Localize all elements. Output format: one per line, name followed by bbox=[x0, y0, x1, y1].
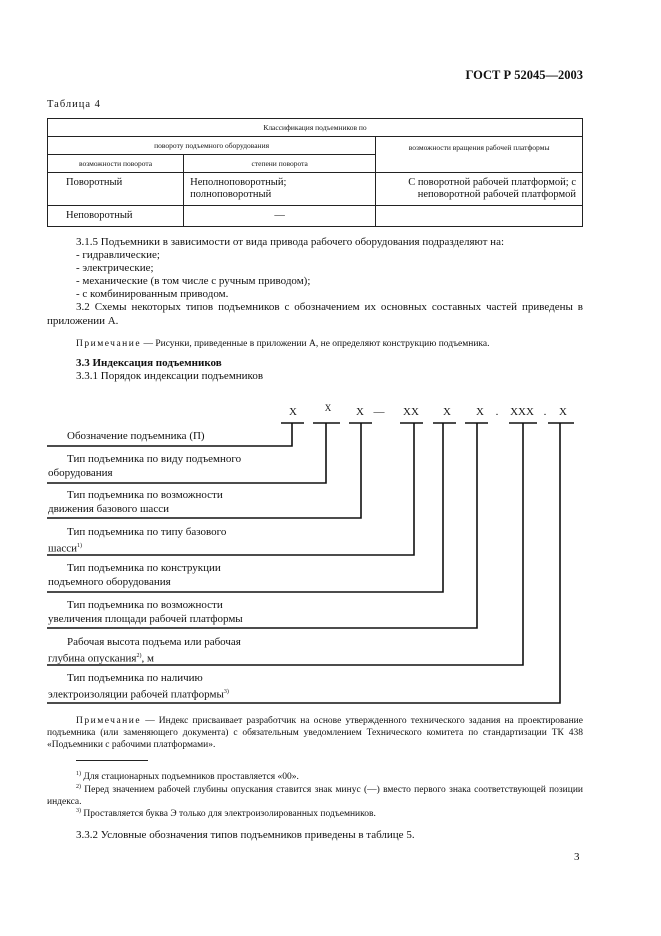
list-item: - гидравлические; bbox=[76, 249, 160, 261]
table-group-header: повороту подъемного оборудования bbox=[48, 137, 376, 155]
index-separator: — bbox=[373, 406, 385, 418]
table-header-rotation-degree: степени поворота bbox=[184, 155, 376, 173]
index-label-chassis-type: Тип подъемника по типу базового шасси$^{1)}$ bbox=[48, 526, 227, 555]
table-header-rotation-platform: возможности вращения рабочей платформы bbox=[376, 137, 583, 173]
section-3-3-1: 3.3.1 Порядок индексации подъемников bbox=[76, 370, 264, 382]
section-3-2: 3.2 Схемы некоторых типов подъемников с обозначением их основных составных частей приведены в приложении А. bbox=[47, 301, 583, 327]
index-segment: Х bbox=[356, 406, 364, 418]
index-label-chassis-movement: Тип подъемника по возможности движения базового шасси bbox=[48, 489, 223, 515]
note-text: — Индекс присваивает разработчик на основе утвержденного технического задания на проектирование подъемника (или заменяющего документа) с обязательным уведомлением Технического комитета по стандартизации ТК 438 «Подъемники с рабочими платформами». bbox=[47, 716, 583, 750]
section-3-3-2: 3.3.2 Условные обозначения типов подъемников приведены в таблице 5. bbox=[76, 829, 415, 841]
index-segment: Х bbox=[559, 406, 567, 418]
index-segment: ХХХ bbox=[510, 406, 534, 418]
index-separator: . bbox=[543, 406, 547, 418]
note-label: Примечание bbox=[76, 339, 142, 349]
list-item: - с комбинированным приводом. bbox=[76, 288, 229, 300]
index-label-insulation: Тип подъемника по наличию электроизоляции рабочей платформы$^{3)}$ bbox=[48, 672, 229, 701]
list-item: - электрические; bbox=[76, 262, 154, 274]
index-segment: Х bbox=[443, 406, 451, 418]
index-separator: . bbox=[495, 406, 499, 418]
section-3-1-5-intro: 3.1.5 Подъемники в зависимости от вида привода рабочего оборудования подразделяют на: bbox=[76, 236, 505, 248]
page-number: 3 bbox=[574, 851, 580, 863]
section-3-3-title: 3.3 Индексация подъемников bbox=[76, 357, 222, 369]
index-segment: ХХ bbox=[403, 406, 419, 418]
list-item: - механические (в том числе с ручным приводом); bbox=[76, 275, 311, 287]
index-label-construction: Тип подъемника по конструкции подъемного оборудования bbox=[48, 562, 221, 588]
table-cell: Поворотный bbox=[48, 173, 184, 206]
index-label-designation: Обозначение подъемника (П) bbox=[67, 430, 205, 442]
footnote-1: $^{1)}$ Для стационарных подъемников проставляется «00». bbox=[76, 771, 299, 783]
footnote-2: $^{2)}$ Перед значением рабочей глубины опускания ставится знак минус (—) вместо первого знака соответствующей позиции индекса. bbox=[47, 784, 583, 808]
index-segment: Х bbox=[476, 406, 484, 418]
index-segment: Х bbox=[289, 406, 297, 418]
index-label-equipment-type: Тип подъемника по виду подъемного оборудования bbox=[48, 453, 242, 479]
note-2 bbox=[47, 715, 583, 751]
footnote-3: $^{3)}$ Проставляется буква Э только для электроизолированных подъемников. bbox=[76, 808, 376, 820]
note-text: — Рисунки, приведенные в приложении А, не определяют конструкцию подъемника. bbox=[141, 339, 490, 349]
table-caption: Таблица 4 bbox=[47, 99, 101, 110]
table-header-rotation-possibility: возможности поворота bbox=[48, 155, 184, 173]
index-label-platform-area: Тип подъемника по возможности увеличения площади рабочей платформы bbox=[48, 599, 243, 625]
table-cell: — bbox=[184, 206, 376, 227]
table-cell: Неполноповоротный; полноповоротный bbox=[184, 173, 376, 206]
note-label: Примечание bbox=[76, 716, 142, 726]
footnote-divider bbox=[76, 760, 148, 761]
document-id: ГОСТ Р 52045—2003 bbox=[465, 68, 583, 82]
table-cell: С поворотной рабочей платформой; с неповоротной рабочей платформой bbox=[376, 173, 583, 206]
index-label-working-height: Рабочая высота подъема или рабочая глубина опускания$^{2)}$, м bbox=[48, 636, 241, 665]
index-segment: Х bbox=[324, 403, 332, 413]
table-top-header: Классификация подъемников по bbox=[48, 119, 583, 137]
table-cell: Неповоротный bbox=[48, 206, 184, 227]
